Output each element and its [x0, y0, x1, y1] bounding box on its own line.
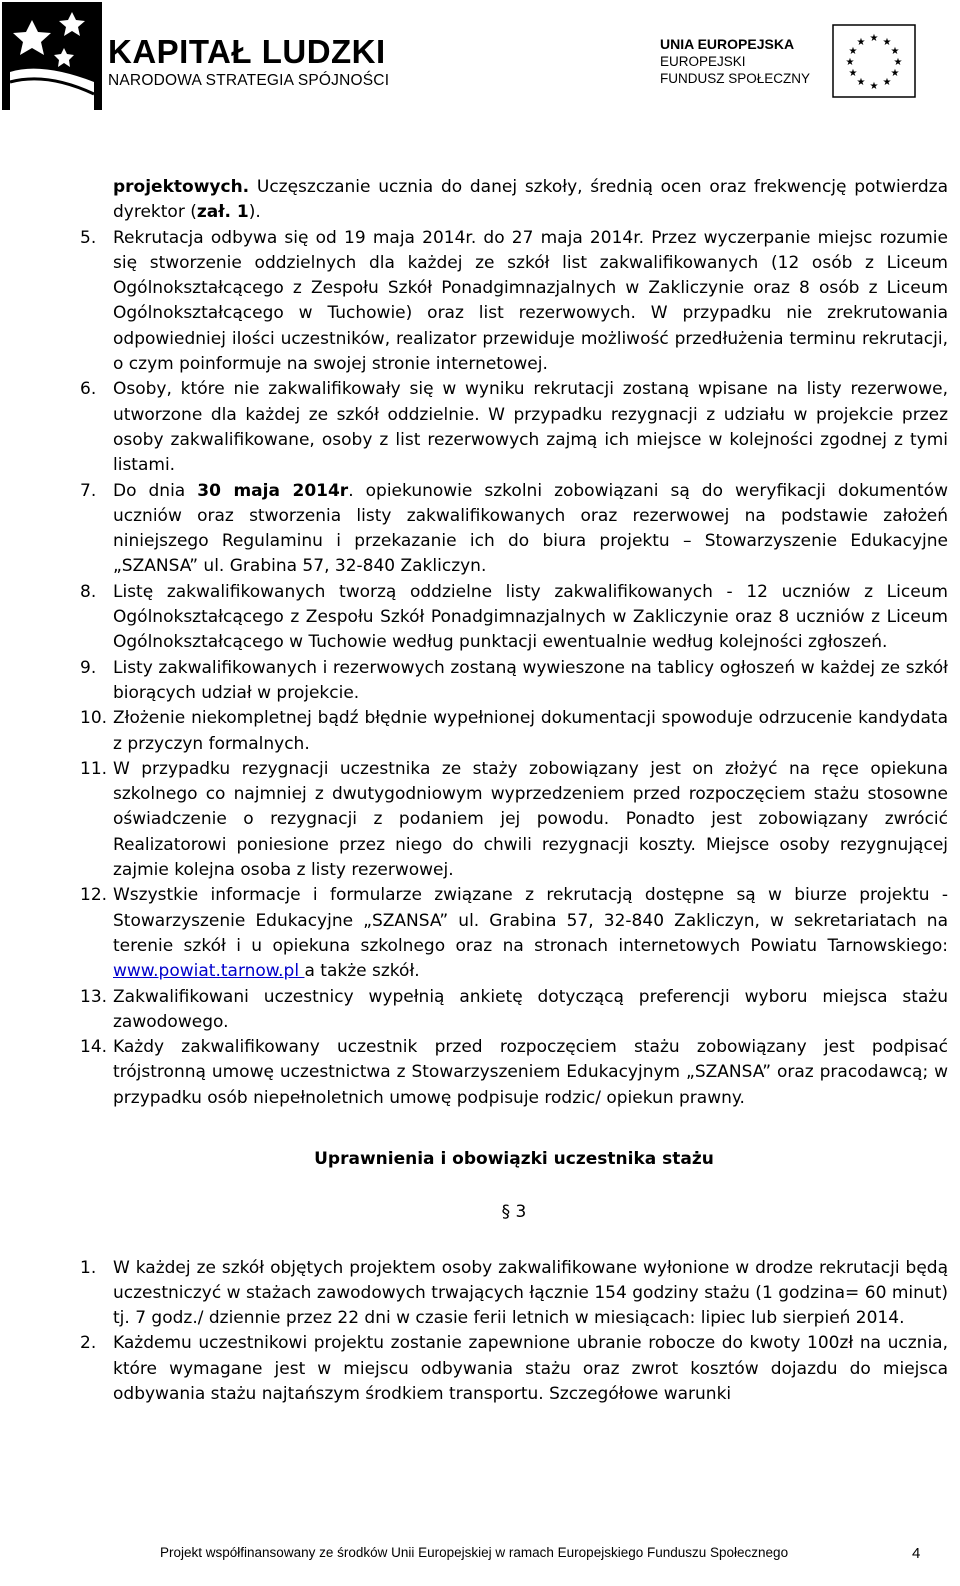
list-item-10	[80, 706, 948, 757]
svg-text:★: ★	[869, 81, 879, 92]
svg-text:★: ★	[848, 68, 858, 79]
item-number: 7.	[80, 480, 97, 501]
document-body	[80, 175, 948, 1407]
list-item-5	[80, 226, 948, 378]
eu-line-1: UNIA EUROPEJSKA	[660, 36, 795, 52]
kapital-ludzki-emblem	[2, 2, 102, 110]
item-text: Zakwalifikowani uczestnicy wypełnią ankietę dotyczącą preferencji wyboru miejsca stażu zawodowego.	[113, 986, 948, 1032]
item-number: 13.	[80, 986, 108, 1007]
item-12-end: a także szkół.	[304, 961, 420, 982]
page-number: 4	[912, 1545, 921, 1562]
powiat-website-link[interactable]: www.powiat.tarnow.pl	[113, 961, 305, 982]
item-number: 8.	[80, 581, 97, 602]
item-number: 6.	[80, 379, 97, 400]
item-number: 2.	[80, 1333, 97, 1354]
item-number: 12.	[80, 885, 108, 906]
eu-flag-icon	[832, 24, 916, 98]
kapital-ludzki-subtitle: NARODOWA STRATEGIA SPÓJNOŚCI	[108, 72, 390, 89]
item-7-text: . opiekunowie szkolni zobowiązani są do weryfikacji dokumentów uczniów oraz stworzenia listy zakwalifikowanych oraz rezerwowej na podstawie założeń niniejszego Regulaminu i przekazanie ich do biura projektu – Stowarzyszenie Edukacyjne „SZANSA” ul. Grabina 57, 32-840 Zakliczyn.	[113, 480, 948, 577]
intro-paragraph	[80, 175, 948, 226]
item-5-part-2: W przypadku nie zrekrutowania odpowiedniej ilości uczestników, realizator przewiduje możliwość przedłużenia terminu rekrutacji, o czym poinformuje na swojej stronie internetowej.	[113, 303, 949, 375]
svg-text:★: ★	[893, 57, 903, 68]
item-text: Każdemu uczestnikowi projektu zostanie zapewnione ubranie robocze do kwoty 100zł na ucznia, które wymagane jest w miejscu odbywania stażu oraz zwrot kosztów dojazdu do miejsca odbywania stażu najtańszym środkiem transportu. Szczegółowe warunki	[113, 1333, 948, 1405]
kapital-ludzki-logo	[0, 0, 390, 112]
list-item-12	[80, 883, 948, 984]
list-item-6	[80, 377, 948, 478]
item-text	[113, 226, 948, 378]
svg-text:★: ★	[890, 68, 900, 79]
section-item-1	[80, 1256, 948, 1332]
eu-logo	[660, 0, 960, 112]
intro-bold: projektowych.	[113, 177, 250, 197]
intro-end: ).	[248, 202, 261, 223]
item-text: Każdy zakwalifikowany uczestnik przed rozpoczęciem stażu zobowiązany jest podpisać trójstronną umowę uczestnictwa z Stowarzyszeniem Edukacyjnym „SZANSA” oraz pracodawcą; w przypadku osób niepełnoletnich umowę podpisuje rodzic/ opiekun prawny.	[113, 1037, 948, 1108]
item-number: 5.	[80, 227, 97, 248]
list-item-8	[80, 580, 948, 656]
svg-text:★: ★	[845, 57, 855, 68]
kapital-ludzki-title: KAPITAŁ LUDZKI	[108, 33, 386, 70]
item-number: 9.	[80, 657, 97, 678]
item-7-pre: Do dnia	[113, 480, 198, 501]
item-number: 11.	[80, 758, 108, 779]
item-12-text: Wszystkie informacje i formularze związane z rekrutacją dostępne są w biurze projektu - Stowarzyszenie Edukacyjne „SZANSA” ul. Grabina 57, 32-840 Zakliczyn, w sekretariatach na terenie szkół i u opiekuna szkolnego oraz na stronach internetowych Powiatu Tarnowskiego:	[113, 885, 948, 956]
list-item-13	[80, 985, 948, 1036]
eu-logo-text	[660, 36, 810, 87]
item-number: 14.	[80, 1037, 108, 1058]
item-text	[113, 883, 948, 984]
intro-text: Uczęszczanie ucznia do danej szkoły, średnią ocen oraz frekwencję potwierdza dyrektor (	[113, 177, 948, 223]
footer-text: Projekt współfinansowany ze środków Unii Europejskiej w ramach Europejskiego Funduszu Społecznego	[160, 1545, 789, 1560]
section-heading: Uprawnienia i obowiązki uczestnika stażu	[314, 1148, 714, 1169]
list-item-14	[80, 1035, 948, 1111]
eu-line-2: EUROPEJSKI	[660, 54, 746, 69]
svg-text:★: ★	[856, 77, 866, 88]
svg-text:★: ★	[848, 46, 858, 57]
svg-text:★: ★	[890, 46, 900, 57]
svg-text:★: ★	[882, 77, 892, 88]
item-text: W każdej ze szkół objętych projektem osoby zakwalifikowane wyłonione w drodze rekrutacji będą uczestniczyć w stażach zawodowych trwających łącznie 154 godziny stażu (1 godzina= 60 minut) tj. 7 godz./ dziennie przez 22 dni w czasie ferii letnich w miesiącach: lipiec lub sierpień 2014.	[113, 1257, 948, 1329]
item-text: Listy zakwalifikowanych i rezerwowych zostaną wywieszone na tablicy ogłoszeń w każdej ze szkół biorących udział w projekcie.	[113, 657, 948, 703]
list-item-7	[80, 479, 948, 580]
intro-attachment: zał. 1	[196, 202, 249, 223]
item-text: Złożenie niekompletnej bądź błędnie wypełnionej dokumentacji spowoduje odrzucenie kandydata z przyczyn formalnych.	[113, 708, 948, 754]
item-text: W przypadku rezygnacji uczestnika ze staży zobowiązany jest on złożyć na ręce opiekuna szkolnego co najmniej z dwutygodniowym wyprzedzeniem przed rozpoczęciem stażu stosowne oświadczenie o rezygnacji z podaniem jej powodu. Ponadto jest zobowiązany zwrócić Realizatorowi poniesione przez niego do chwili rezygnacji koszty. Miejsce osoby rezygnującej zajmie kolejna osoba z listy rezerwowej.	[113, 758, 948, 881]
item-text	[113, 479, 948, 580]
svg-text:★: ★	[869, 33, 879, 44]
section-paragraph-number: § 3	[501, 1202, 527, 1223]
svg-text:★: ★	[882, 37, 892, 48]
item-text: Listę zakwalifikowanych tworzą oddzielne listy zakwalifikowanych - 12 uczniów z Liceum Ogólnokształcącego z Zespołu Szkół Ponadgimnazjalnych w Zakliczynie oraz 8 uczniów z Liceum Ogólnokształcącego w Tuchowie według punktacji ewentualnie według kolejności zgłoszeń.	[113, 581, 948, 653]
item-5-part-1: Rekrutacja odbywa się od 19 maja 2014r. do 27 maja 2014r. Przez wyczerpanie miejsc rozumie się stworzenie oddzielnych dla każdej ze szkół list zakwalifikowanych (12 osób z Liceum Ogólnokształcącego z Zespołu Szkół Ponadgimnazjalnych w Zakliczynie oraz 8 osób z Liceum Ogólnokształcącego w Tuchowie) oraz list rezerwowych.	[113, 227, 948, 324]
list-item-11	[80, 757, 948, 883]
svg-text:★: ★	[856, 37, 866, 48]
eu-line-3: FUNDUSZ SPOŁECZNY	[660, 71, 811, 86]
item-7-date: 30 maja 2014r	[197, 480, 349, 501]
list-item-9	[80, 656, 948, 707]
section-item-2	[80, 1331, 948, 1407]
item-text: Osoby, które nie zakwalifikowały się w wyniku rekrutacji zostaną wpisane na listy rezerwowe, utworzone dla każdej ze szkół oddzielnie. W przypadku rezygnacji z udziału w projekcie przez osoby zakwalifikowane, osoby z list rezerwowych zajmą ich miejsce w kolejności zgodnej z tymi listami.	[113, 379, 948, 476]
item-number: 1.	[80, 1257, 97, 1278]
item-number: 10.	[80, 708, 108, 729]
